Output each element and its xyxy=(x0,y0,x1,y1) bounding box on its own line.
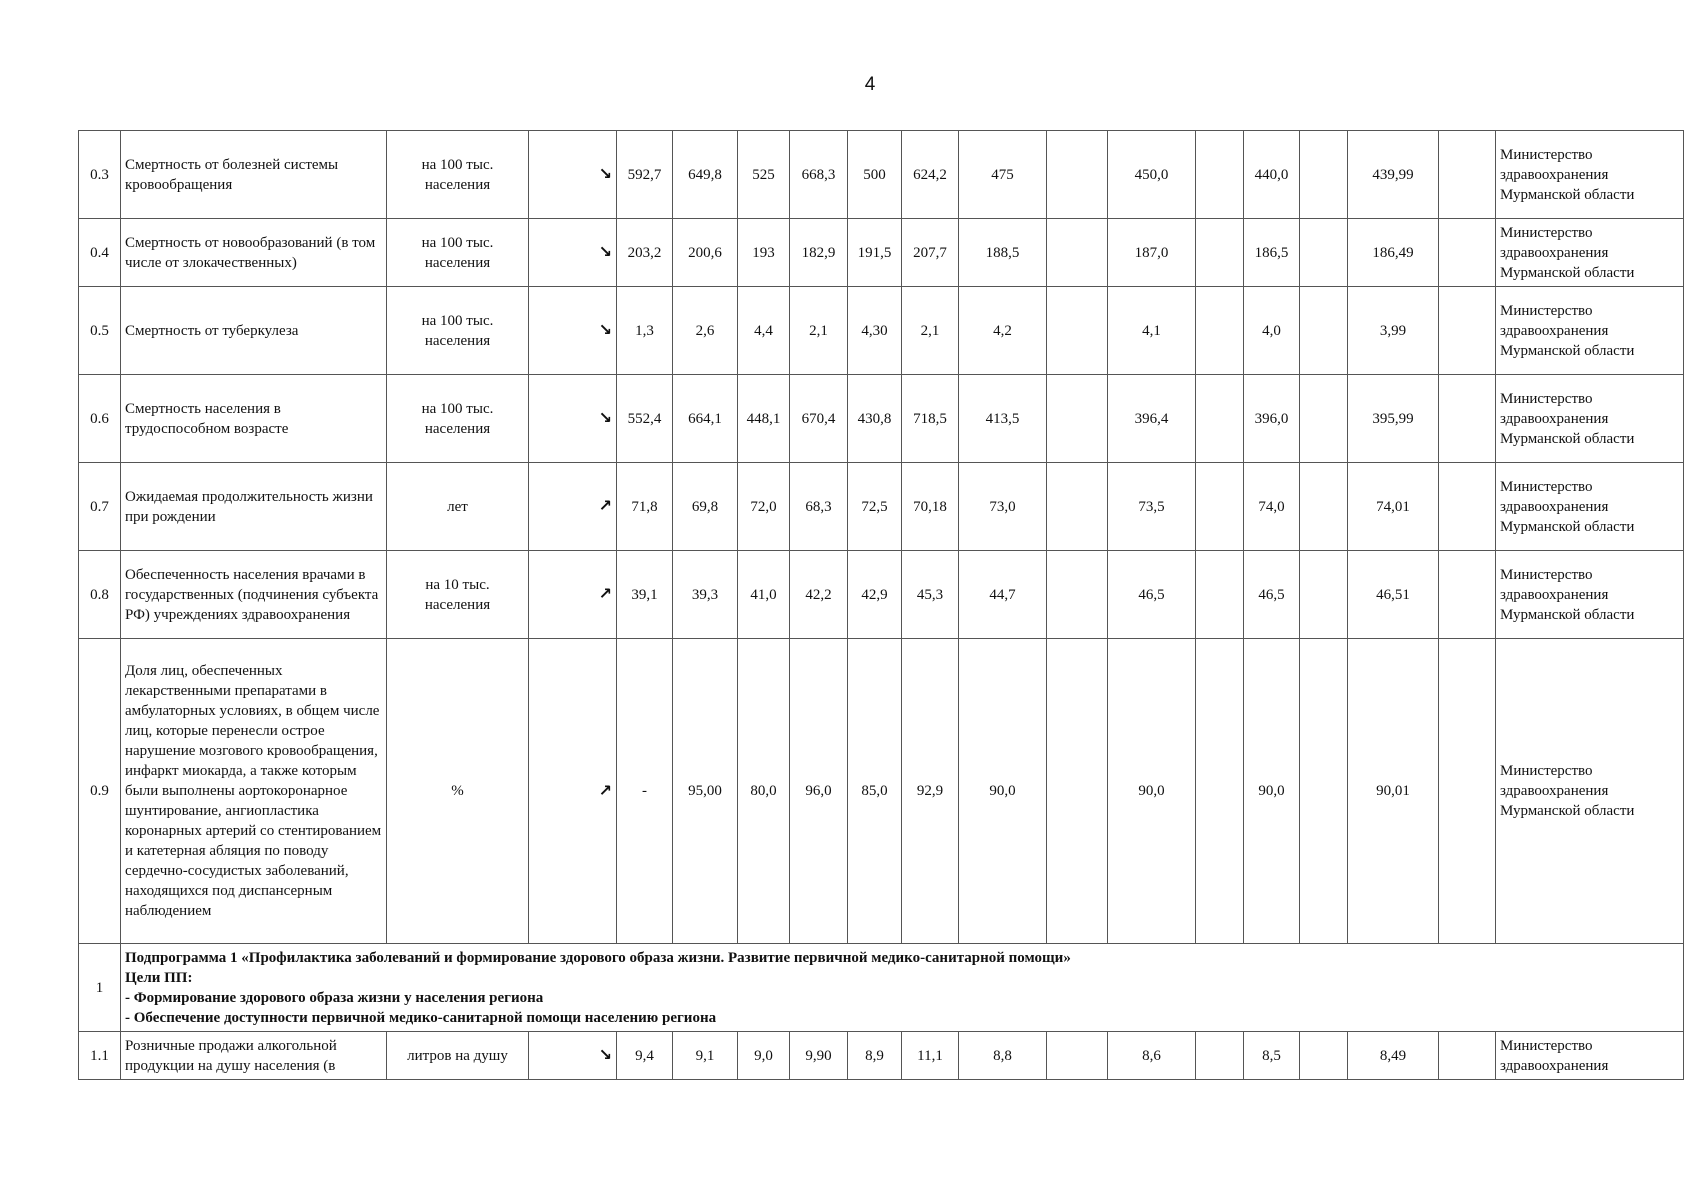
subprogram-title: Подпрограмма 1 «Профилактика заболеваний и формирование здорового образа жизни. Развитие первичной медико-санитарной помощи» xyxy=(125,949,1071,966)
value-cell xyxy=(1348,1032,1439,1080)
value-cell xyxy=(673,287,738,375)
value-cell xyxy=(617,375,673,463)
arrow-down-right-icon: ↘ xyxy=(598,1045,612,1064)
table-row xyxy=(79,551,1684,639)
value-cell xyxy=(1108,219,1196,287)
indicator-name: Смертность от новообразований (в том числе от злокачественных) xyxy=(121,219,387,287)
table-row xyxy=(79,287,1684,375)
value-text: 39,1 xyxy=(631,586,658,603)
value-cell xyxy=(848,375,902,463)
value-text: 46,5 xyxy=(1258,586,1285,603)
value-cell xyxy=(738,639,790,944)
value-text: 90,0 xyxy=(1138,783,1165,799)
value-text: 664,1 xyxy=(688,410,722,427)
value-text: 4,0 xyxy=(1262,322,1281,339)
value-cell xyxy=(1108,131,1196,219)
value-text: 11,1 xyxy=(917,1047,943,1064)
value-text: 42,2 xyxy=(805,586,832,603)
value-cell xyxy=(1300,219,1348,287)
value-text: 9,90 xyxy=(805,1047,832,1064)
value-cell xyxy=(902,1032,959,1080)
value-cell xyxy=(1196,1032,1244,1080)
value-cell xyxy=(790,131,848,219)
value-text: 448,1 xyxy=(746,410,781,427)
value-text: 44,7 xyxy=(989,586,1016,603)
value-cell xyxy=(1244,551,1300,639)
value-cell xyxy=(738,551,790,639)
value-cell xyxy=(1244,131,1300,219)
value-cell xyxy=(848,287,902,375)
value-cell xyxy=(617,219,673,287)
value-text: 592,7 xyxy=(627,166,662,183)
value-cell xyxy=(738,1032,790,1080)
value-text: 46,5 xyxy=(1138,586,1165,603)
value-cell xyxy=(848,551,902,639)
value-cell xyxy=(902,463,959,551)
row-number: 1.1 xyxy=(79,1032,121,1080)
unit-cell: % xyxy=(387,639,529,944)
value-cell xyxy=(1348,463,1439,551)
subprogram-row xyxy=(79,944,1684,1032)
value-text: 72,5 xyxy=(861,498,888,515)
value-cell xyxy=(1108,375,1196,463)
value-cell xyxy=(902,551,959,639)
value-cell xyxy=(1196,463,1244,551)
responsible-cell: Министерство здравоохранения Мурманской области xyxy=(1496,219,1684,287)
value-cell xyxy=(1108,287,1196,375)
value-cell xyxy=(790,1032,848,1080)
table-row xyxy=(79,375,1684,463)
row-number: 1 xyxy=(79,944,121,1032)
row-number: 0.9 xyxy=(79,639,121,944)
trend-cell xyxy=(529,463,617,551)
value-text: 624,2 xyxy=(913,166,947,183)
value-cell xyxy=(1439,639,1496,944)
value-cell xyxy=(1047,1032,1108,1080)
value-text: 500 xyxy=(863,166,886,183)
value-cell xyxy=(1348,131,1439,219)
value-text: 90,01 xyxy=(1376,783,1410,799)
value-text: 396,0 xyxy=(1254,410,1289,427)
value-text: 8,9 xyxy=(865,1047,884,1064)
value-cell xyxy=(1108,1032,1196,1080)
value-cell xyxy=(1047,551,1108,639)
value-cell xyxy=(790,287,848,375)
arrow-up-right-icon: ↗ xyxy=(598,584,612,603)
value-cell xyxy=(1348,287,1439,375)
value-text: 187,0 xyxy=(1134,244,1169,261)
unit-cell: лет xyxy=(387,463,529,551)
value-text: 72,0 xyxy=(750,498,777,515)
value-text: 96,0 xyxy=(805,783,832,799)
value-cell xyxy=(959,131,1047,219)
value-text: 68,3 xyxy=(805,498,832,515)
subprogram-block xyxy=(121,944,1684,1032)
indicator-name: Ожидаемая продолжительность жизни при рождении xyxy=(121,463,387,551)
indicator-name: Смертность от болезней системы кровообращения xyxy=(121,131,387,219)
value-cell xyxy=(738,463,790,551)
value-cell xyxy=(1244,639,1300,944)
value-text: 525 xyxy=(752,166,775,183)
value-text: 95,00 xyxy=(688,783,722,799)
indicator-name: Смертность от туберкулеза xyxy=(121,287,387,375)
value-text: 440,0 xyxy=(1254,166,1289,183)
value-text: 73,5 xyxy=(1138,498,1165,515)
value-text: 74,01 xyxy=(1376,498,1410,515)
value-cell xyxy=(738,131,790,219)
value-cell xyxy=(959,639,1047,944)
value-text: - xyxy=(642,783,647,799)
value-cell xyxy=(902,131,959,219)
value-cell xyxy=(1108,463,1196,551)
page-number: 4 xyxy=(864,74,876,95)
value-text: 200,6 xyxy=(688,244,722,261)
value-cell xyxy=(848,463,902,551)
value-text: 70,18 xyxy=(913,498,947,515)
value-cell xyxy=(1196,219,1244,287)
value-cell xyxy=(673,551,738,639)
value-cell xyxy=(790,639,848,944)
table-row xyxy=(79,639,1684,944)
value-cell xyxy=(738,375,790,463)
responsible-cell: Министерство здравоохранения Мурманской области xyxy=(1496,639,1684,944)
table-body xyxy=(79,131,1684,1080)
value-cell xyxy=(1047,639,1108,944)
value-cell xyxy=(1047,287,1108,375)
trend-cell xyxy=(529,375,617,463)
value-cell xyxy=(1300,551,1348,639)
value-cell xyxy=(1108,639,1196,944)
value-cell xyxy=(1244,287,1300,375)
value-cell xyxy=(1244,219,1300,287)
arrow-up-right-icon: ↗ xyxy=(598,780,612,800)
value-text: 475 xyxy=(991,166,1014,183)
value-cell xyxy=(902,287,959,375)
value-cell xyxy=(959,463,1047,551)
value-cell xyxy=(673,1032,738,1080)
value-cell xyxy=(902,219,959,287)
value-text: 450,0 xyxy=(1134,166,1169,183)
value-cell xyxy=(673,375,738,463)
row-number: 0.7 xyxy=(79,463,121,551)
value-cell xyxy=(617,131,673,219)
value-text: 430,8 xyxy=(857,410,892,427)
value-cell xyxy=(1300,131,1348,219)
value-cell xyxy=(1348,375,1439,463)
value-cell xyxy=(848,1032,902,1080)
value-cell xyxy=(1348,551,1439,639)
value-cell xyxy=(1196,375,1244,463)
trend-cell xyxy=(529,1032,617,1080)
trend-cell xyxy=(529,219,617,287)
value-text: 4,1 xyxy=(1142,322,1161,339)
value-text: 2,1 xyxy=(920,322,940,339)
value-text: 8,49 xyxy=(1379,1047,1407,1064)
value-cell xyxy=(902,375,959,463)
value-text: 186,49 xyxy=(1372,244,1414,261)
value-text: 413,5 xyxy=(985,410,1020,427)
value-cell xyxy=(1244,1032,1300,1080)
value-cell xyxy=(1108,551,1196,639)
trend-cell xyxy=(529,639,617,944)
value-cell xyxy=(617,551,673,639)
value-text: 182,9 xyxy=(801,244,836,261)
subprogram-goal: - Формирование здорового образа жизни у населения региона xyxy=(125,989,544,1006)
value-text: 90,0 xyxy=(989,783,1016,799)
value-text: 71,8 xyxy=(631,498,658,515)
value-text: 4,2 xyxy=(993,322,1012,339)
value-text: 186,5 xyxy=(1254,244,1289,261)
value-text: 649,8 xyxy=(688,166,722,183)
value-cell xyxy=(1047,375,1108,463)
value-text: 80,0 xyxy=(750,783,777,799)
value-text: 74,0 xyxy=(1258,498,1285,515)
table-row xyxy=(79,1032,1684,1080)
arrow-down-right-icon: ↘ xyxy=(598,242,612,261)
unit-cell: на 10 тыс. населения xyxy=(387,551,529,639)
value-cell xyxy=(1047,131,1108,219)
value-cell xyxy=(1300,463,1348,551)
value-text: 42,9 xyxy=(861,586,888,603)
value-cell xyxy=(617,463,673,551)
value-cell xyxy=(673,219,738,287)
value-cell xyxy=(1439,463,1496,551)
value-cell xyxy=(959,551,1047,639)
value-cell xyxy=(790,375,848,463)
value-text: 207,7 xyxy=(913,244,947,261)
value-text: 670,4 xyxy=(801,410,836,427)
arrow-down-right-icon: ↘ xyxy=(598,320,612,339)
value-text: 395,99 xyxy=(1372,410,1414,427)
value-cell xyxy=(902,639,959,944)
row-number: 0.8 xyxy=(79,551,121,639)
value-cell xyxy=(1439,1032,1496,1080)
value-text: 8,5 xyxy=(1262,1047,1281,1064)
value-cell xyxy=(1300,287,1348,375)
value-text: 41,0 xyxy=(750,586,777,603)
table-row xyxy=(79,131,1684,219)
value-text: 191,5 xyxy=(857,244,892,261)
value-text: 39,3 xyxy=(691,586,719,603)
value-cell xyxy=(848,219,902,287)
indicators-table xyxy=(78,130,1684,1080)
value-text: 46,51 xyxy=(1376,586,1410,603)
responsible-cell: Министерство здравоохранения Мурманской области xyxy=(1496,463,1684,551)
value-cell xyxy=(959,1032,1047,1080)
indicator-name: Смертность населения в трудоспособном возрасте xyxy=(121,375,387,463)
responsible-cell: Министерство здравоохранения Мурманской области xyxy=(1496,131,1684,219)
value-cell xyxy=(1439,375,1496,463)
arrow-down-right-icon: ↘ xyxy=(598,164,612,183)
value-text: 92,9 xyxy=(916,783,944,799)
trend-cell xyxy=(529,131,617,219)
value-cell xyxy=(1300,1032,1348,1080)
value-text: 85,0 xyxy=(861,783,888,799)
value-text: 439,99 xyxy=(1372,166,1414,183)
value-cell xyxy=(1196,131,1244,219)
row-number: 0.5 xyxy=(79,287,121,375)
value-cell xyxy=(617,1032,673,1080)
value-text: 3,99 xyxy=(1379,322,1407,339)
unit-cell: на 100 тыс. населения xyxy=(387,131,529,219)
value-cell xyxy=(959,287,1047,375)
table-row xyxy=(79,463,1684,551)
value-text: 552,4 xyxy=(627,410,662,427)
unit-cell: на 100 тыс. населения xyxy=(387,375,529,463)
value-text: 2,6 xyxy=(695,322,715,339)
value-cell xyxy=(673,131,738,219)
subprogram-goals-label: Цели ПП: xyxy=(125,969,193,986)
value-cell xyxy=(1439,131,1496,219)
value-cell xyxy=(1047,463,1108,551)
value-cell xyxy=(1047,219,1108,287)
value-cell xyxy=(790,219,848,287)
value-cell xyxy=(1439,287,1496,375)
row-number: 0.4 xyxy=(79,219,121,287)
value-text: 1,3 xyxy=(635,322,654,339)
value-text: 188,5 xyxy=(985,244,1020,261)
value-text: 8,8 xyxy=(993,1047,1012,1064)
responsible-cell: Министерство здравоохранения Мурманской области xyxy=(1496,287,1684,375)
value-cell xyxy=(738,219,790,287)
value-text: 203,2 xyxy=(627,244,662,261)
value-text: 73,0 xyxy=(989,498,1016,515)
trend-cell xyxy=(529,551,617,639)
value-cell xyxy=(1244,463,1300,551)
value-cell xyxy=(1439,219,1496,287)
value-cell xyxy=(1196,551,1244,639)
value-cell xyxy=(738,287,790,375)
responsible-cell: Министерство здравоохранения Мурманской области xyxy=(1496,551,1684,639)
row-number: 0.3 xyxy=(79,131,121,219)
value-cell xyxy=(1439,551,1496,639)
subprogram-goal: - Обеспечение доступности первичной медико-санитарной помощи населению региона xyxy=(125,1009,717,1026)
value-cell xyxy=(617,639,673,944)
table-row xyxy=(79,219,1684,287)
value-text: 4,30 xyxy=(861,322,888,339)
value-cell xyxy=(673,639,738,944)
value-text: 4,4 xyxy=(754,322,773,339)
value-cell xyxy=(790,551,848,639)
value-text: 9,1 xyxy=(695,1047,715,1064)
value-text: 9,4 xyxy=(635,1047,654,1064)
value-text: 69,8 xyxy=(691,498,719,515)
value-text: 8,6 xyxy=(1142,1047,1161,1064)
value-cell xyxy=(1300,375,1348,463)
arrow-down-right-icon: ↘ xyxy=(598,408,612,427)
value-cell xyxy=(790,463,848,551)
unit-cell: на 100 тыс. населения xyxy=(387,287,529,375)
trend-cell xyxy=(529,287,617,375)
value-cell xyxy=(617,287,673,375)
indicator-name: Розничные продажи алкогольной продукции на душу населения (в xyxy=(121,1032,387,1080)
value-text: 718,5 xyxy=(913,410,947,427)
arrow-up-right-icon: ↗ xyxy=(598,496,612,515)
value-cell xyxy=(959,375,1047,463)
value-text: 668,3 xyxy=(801,166,836,183)
value-cell xyxy=(1348,639,1439,944)
indicator-name: Доля лиц, обеспеченных лекарственными препаратами в амбулаторных условиях, в общем числе лиц, которые перенесли острое нарушение мозгового кровообращения, инфаркт миокарда, а также которым были выполнены аортокоронарное шунтирование, ангиопластика коронарных артерий со стентированием и катетерная абляция по поводу сердечно-сосудистых заболеваний, находящихся под диспансерным наблюдением xyxy=(121,639,387,944)
value-text: 90,0 xyxy=(1258,783,1285,799)
value-text: 396,4 xyxy=(1134,410,1169,427)
responsible-cell: Министерство здравоохранения xyxy=(1496,1032,1684,1080)
value-cell xyxy=(673,463,738,551)
value-cell xyxy=(1244,375,1300,463)
unit-cell: литров на душу xyxy=(387,1032,529,1080)
value-cell xyxy=(848,639,902,944)
value-text: 45,3 xyxy=(916,586,944,603)
value-cell xyxy=(1348,219,1439,287)
unit-cell: на 100 тыс. населения xyxy=(387,219,529,287)
value-text: 2,1 xyxy=(809,322,828,339)
value-cell xyxy=(1196,639,1244,944)
value-text: 9,0 xyxy=(754,1047,773,1064)
responsible-cell: Министерство здравоохранения Мурманской области xyxy=(1496,375,1684,463)
value-cell xyxy=(1196,287,1244,375)
indicator-name: Обеспеченность населения врачами в государственных (подчинения субъекта РФ) учреждениях здравоохранения xyxy=(121,551,387,639)
value-cell xyxy=(1300,639,1348,944)
value-cell xyxy=(959,219,1047,287)
row-number: 0.6 xyxy=(79,375,121,463)
value-cell xyxy=(848,131,902,219)
value-text: 193 xyxy=(752,244,775,261)
